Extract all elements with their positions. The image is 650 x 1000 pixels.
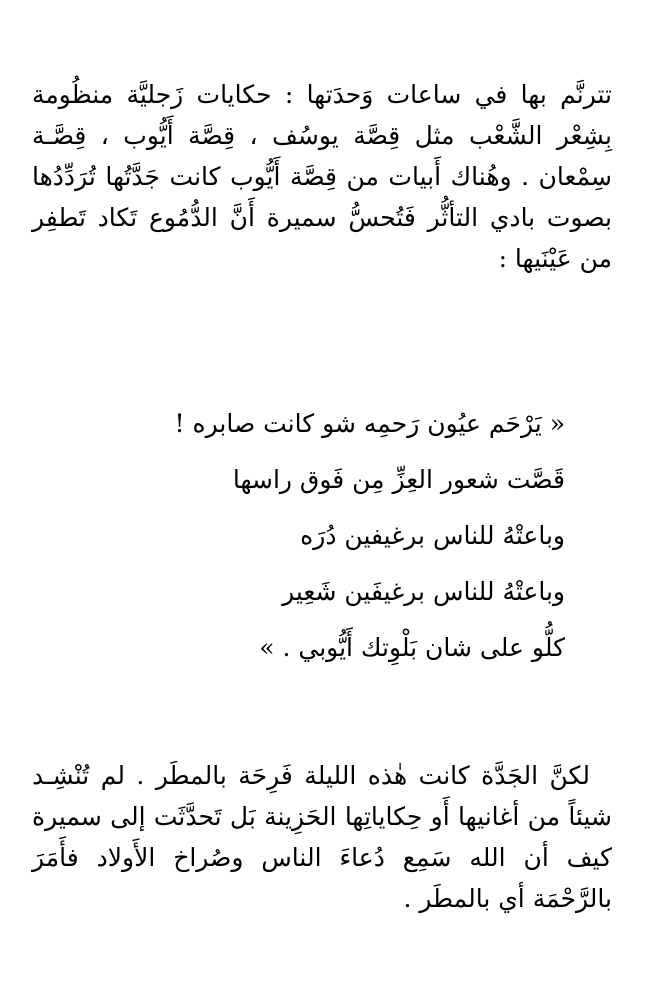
poem-verse: كلُّو على شان بَلْوِتك أَيُّوبي . » <box>259 633 565 662</box>
poem-verse: وباعتْهُ للناس برغيفين دُرَه <box>300 521 565 550</box>
paragraph-1-line: بصوت بادي التأثُّر فَتُحسُّ سميرة أَنَّ الدُّمُوع تَكاد تَطفِر <box>32 203 612 232</box>
paragraph-2-line: بالرَّحْمَة أي بالمطَر . <box>403 884 612 913</box>
paragraph-2-line: لكنَّ الجَدَّة كانت هٰذه الليلة فَرِحَة بالمطَر . لم تُنْشِـد <box>32 761 590 790</box>
paragraph-1 <box>32 74 612 279</box>
paragraph-2-line: كيف أن الله سَمِع دُعاءَ الناس وصُراخ الأَولاد فأَمَرَ <box>32 843 612 872</box>
paragraph-1-line: من عَيْنَيها : <box>498 244 612 273</box>
poem-verse: وباعتْهُ للناس برغيفَين شَعِير <box>282 577 565 606</box>
poem-verse: « يَرْحَم عيُون رَحمِه شو كانت صابره ! <box>174 409 565 438</box>
paragraph-2 <box>32 755 612 919</box>
paragraph-1-line: بِشِعْر الشَّعْب مثل قِصَّة يوسُف ، قِصَّة أَيُّوب ، قِصَّـة <box>32 121 612 150</box>
poem-block <box>95 396 565 676</box>
paragraph-1-line: سِمْعان . وهُناك أَبيات من قِصَّة أَيُّوب كانت جَدَّتُها تُرَدِّدُها <box>32 162 612 191</box>
paragraph-2-line: شيئاً من أغانيها أَو حِكاياتِها الحَزِينة بَل تَحدَّثَت إلى سميرة <box>32 802 612 831</box>
poem-verse: قَصَّت شعور العِزِّ مِن فَوق راسها <box>232 465 565 494</box>
paragraph-1-line: تترنَّم بها في ساعات وَحدَتها : حكايات زَجليَّة منظُومة <box>32 80 612 109</box>
